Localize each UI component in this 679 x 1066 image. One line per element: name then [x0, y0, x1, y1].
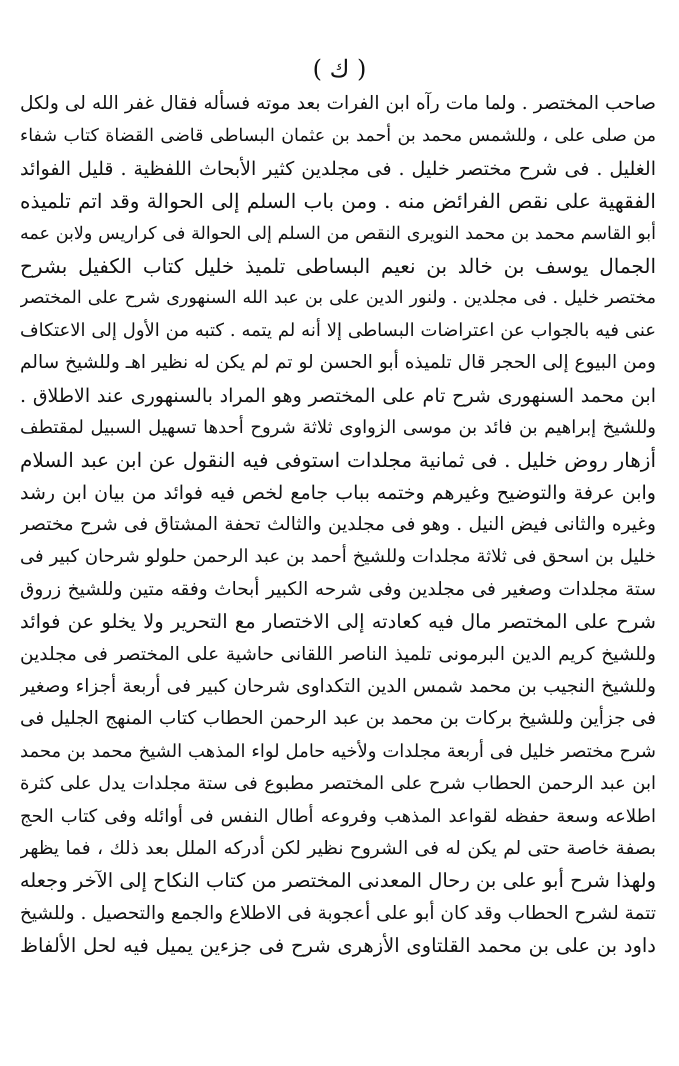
text-line: ابن عبد الرحمن الحطاب شرح على المختصر مطبوع فى ستة مجلدات يدل على كثرة — [20, 773, 656, 795]
text-line: اطلاعه وسعة حفظه لقواعد المذهب وفروعه أطال النفس فى أوائله وفى كتاب الحج — [20, 805, 656, 827]
text-line: داود بن على بن محمد القلتاوى الأزهرى شرح فى جزءين يميل فيه لحل الألفاظ — [20, 934, 656, 958]
text-line: شرح مختصر خليل فى أربعة مجلدات ولأخيه حامل لواء المذهب الشيخ محمد بن محمد — [20, 740, 656, 762]
text-line: وللشيخ النجيب بن محمد شمس الدين التكداوى شرحان كبير فى أربعة أجزاء وصغير — [20, 676, 656, 698]
text-line: ابن محمد السنهورى شرح تام على المختصر وهو المراد بالسنهورى عند الاطلاق . — [20, 384, 656, 407]
text-line: الغليل . فى شرح مختصر خليل . فى مجلدين كثير الأبحاث اللفظية . قليل الفوائد — [20, 157, 656, 180]
text-line: أزهار روض خليل . فى ثمانية مجلدات استوفى فيه النقول عن ابن عبد السلام — [20, 448, 656, 473]
text-line: من صلى على ، وللشمس محمد بن أحمد بن عثمان البساطى قاضى القضاة كتاب شفاء — [20, 126, 656, 147]
body-text — [20, 88, 656, 963]
text-line: الفقهية على نقص الفرائض منه . ومن باب السلم إلى الحوالة وقد اتم تلميذه — [20, 189, 656, 214]
text-line: فى جزأين وللشيخ بركات بن محمد بن عبد الرحمن الحطاب كتاب المنهج الجليل فى — [20, 708, 656, 730]
text-line: بصفة خاصة حتى لم يكن له فى الشروح نظير لكن أدركه الملل بعد ذلك ، فما يظهر — [20, 837, 656, 859]
page-number: ( ك ) — [312, 55, 367, 83]
text-line: أبو القاسم محمد بن محمد النويرى النقص من السلم إلى الحوالة فى كراريس ولابن عمه — [20, 223, 656, 244]
text-line: وللشيخ كريم الدين البرمونى تلميذ الناصر اللقانى حاشية على المختصر فى مجلدين — [20, 643, 656, 665]
text-line: وغيره والثانى فيض النيل . وهو فى مجلدين والثالث تحفة المشتاق فى شرح مختصر — [20, 514, 656, 536]
text-line: شرح على المختصر مال فيه كعادته إلى الاختصار مع التحرير ولا يخلو عن فوائد — [20, 610, 656, 634]
text-line: عنى فيه بالجواب عن اعتراضات البساطى إلا أنه لم يتمه . كتبه من الأول إلى الاعتكاف — [20, 319, 656, 341]
text-line: الجمال يوسف بن خالد بن نعيم البساطى تلميذ خليل كتاب الكفيل بشرح — [20, 253, 656, 278]
text-line: ومن البيوع إلى الحجر قال تلميذه أبو الحسن لو تم لم يكن له نظير اهـ وللشيخ سالم — [20, 352, 656, 374]
text-line: وللشيخ إبراهيم بن فائد بن موسى الزواوى ثلاثة شروح أحدها تسهيل السبيل لمقتطف — [20, 416, 656, 438]
text-line: تتمة لشرح الحطاب وقد كان أبو على أعجوبة فى الاطلاع والجمع والتحصيل . وللشيخ — [20, 902, 656, 924]
text-line: صاحب المختصر . ولما مات رآه ابن الفرات بعد موته فسأله فقال غفر الله لى ولكل — [20, 93, 656, 114]
text-line: وابن عرفة والتوضيح وغيرهم وختمه بباب جامع لخص فيه فوائد من بيان ابن رشد — [20, 481, 656, 504]
text-line: مختصر خليل . فى مجلدين . ولنور الدين على بن عبد الله السنهورى شرح على المختصر — [20, 288, 656, 309]
text-line: ستة مجلدات وصغير فى مجلدين وفى شرحه الكبير أبحاث وفقه متين وللشيخ زروق — [20, 578, 656, 600]
text-line: ولهذا شرح أبو على بن رحال المعدنى المختصر من كتاب النكاح إلى الآخر وجعله — [20, 869, 656, 893]
text-line: خليل بن اسحق فى ثلاثة مجلدات وللشيخ أحمد بن عبد الرحمن حلولو شرحان كبير فى — [20, 546, 656, 568]
